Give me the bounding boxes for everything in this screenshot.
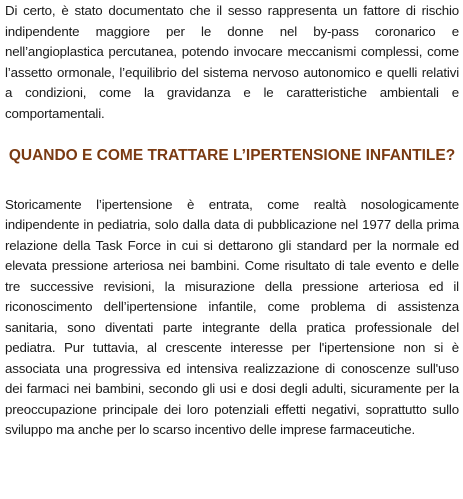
document-page [5,1,459,441]
paragraph-pediatric-hypertension: Storicamente l’ipertensione è entrata, come realtà nosologicamente indipendente in pediatria, solo dalla data di pubblicazione nel 1977 della prima relazione della Task Force in cui si dettarono gli standard per la normale ed elevata pressione arteriosa nei bambini. Come risultato di tale evento e delle tre successive revisioni, la misurazione della pressione arteriosa ed il riconoscimento dell’ipertensione infantile, come problema di assistenza sanitaria, sono diventati parte integrante della pratica professionale del pediatra. Pur tuttavia, al crescente interesse per l'ipertensione non si è associata una progressiva ed intensiva realizzazione di conoscenze sull'uso dei farmaci nei bambini, secondo gli usi e dosi degli adulti, sicuramente per la preoccupazione principale dei loro potenziali effetti negativi, soprattutto sullo sviluppo ma anche per lo scarso incentivo delle imprese farmaceutiche. [5,196,459,437]
section-heading: QUANDO E COME TRATTARE L’IPERTENSIONE INFANTILE? [8,147,456,164]
paragraph-sex-risk-factor: Di certo, è stato documentato che il sesso rappresenta un fattore di rischio indipendente maggiore per le donne nel by-pass coronarico e nell’angioplastica percutanea, potendo invocare meccanismi complessi, come l’assetto ormonale, l’equilibrio del sistema nervoso autonomico e quelli relativi a condizioni, come la gravidanza e le caratteristiche ambientali e comportamentali. [5,3,459,121]
